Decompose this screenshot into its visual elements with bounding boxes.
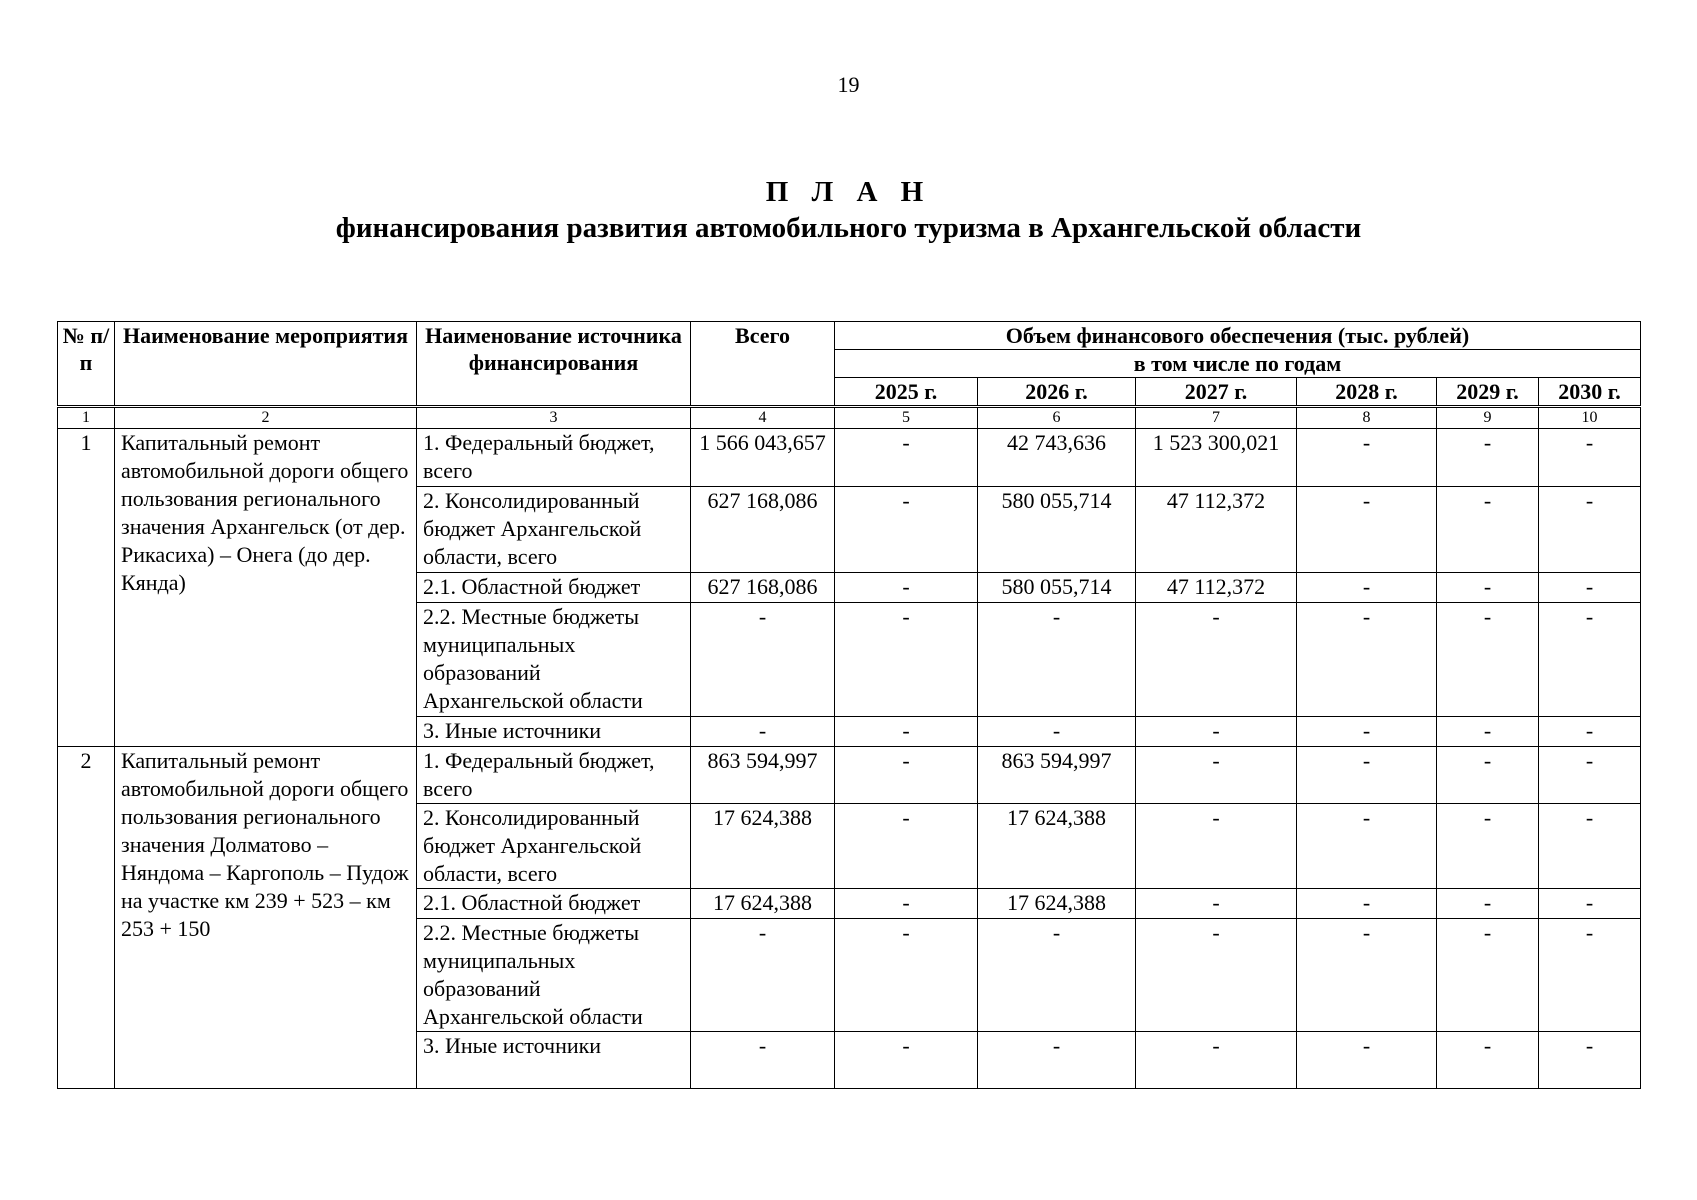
value-year: - [978, 717, 1136, 747]
value-year: - [1136, 889, 1297, 919]
value-total: 863 594,997 [691, 747, 835, 804]
header-total: Всего [691, 322, 835, 407]
value-year: - [1539, 804, 1641, 889]
value-year: - [1136, 804, 1297, 889]
source-name: 2. Консолидированный бюджет Архангельской области, всего [417, 487, 691, 573]
value-year: 580 055,714 [978, 573, 1136, 603]
value-year: - [1136, 1032, 1297, 1089]
column-number: 3 [417, 407, 691, 429]
column-number: 4 [691, 407, 835, 429]
header-event: Наименование мероприятия [115, 322, 417, 407]
column-numbers-row [58, 407, 1641, 429]
value-year: - [1136, 919, 1297, 1032]
value-year: - [1437, 573, 1539, 603]
value-total: - [691, 919, 835, 1032]
financing-plan-table [57, 321, 1641, 1089]
value-year: - [835, 889, 978, 919]
value-total: 627 168,086 [691, 487, 835, 573]
value-year: - [1539, 919, 1641, 1032]
column-number: 8 [1297, 407, 1437, 429]
table-header [58, 322, 1641, 407]
value-year: - [1297, 1032, 1437, 1089]
column-number: 2 [115, 407, 417, 429]
value-year: 863 594,997 [978, 747, 1136, 804]
value-total: 17 624,388 [691, 804, 835, 889]
table-body [58, 407, 1641, 1089]
value-year: - [1539, 487, 1641, 573]
value-year: 17 624,388 [978, 889, 1136, 919]
value-year: 42 743,636 [978, 429, 1136, 487]
column-number: 1 [58, 407, 115, 429]
header-volume: Объем финансового обеспечения (тыс. рублей) [835, 322, 1641, 350]
value-year: - [1297, 747, 1437, 804]
value-year: - [978, 603, 1136, 717]
page-number: 19 [837, 72, 860, 97]
value-year: 580 055,714 [978, 487, 1136, 573]
value-year: - [1297, 717, 1437, 747]
value-year: - [1437, 804, 1539, 889]
event-number: 2 [58, 747, 115, 1089]
document-title [0, 174, 1697, 246]
event-name: Капитальный ремонт автомобильной дороги общего пользования регионального значения Долматово – Няндома – Каргополь – Пудож на участке км 239 + 523 – км 253 + 150 [115, 747, 417, 1089]
header-by-years: в том числе по годам [835, 350, 1641, 378]
value-year: - [1297, 487, 1437, 573]
value-year: - [835, 919, 978, 1032]
value-year: - [1437, 919, 1539, 1032]
value-year: - [1297, 919, 1437, 1032]
value-year: - [835, 747, 978, 804]
value-year: - [1539, 573, 1641, 603]
value-year: 17 624,388 [978, 804, 1136, 889]
value-year: - [1136, 747, 1297, 804]
value-year: - [1539, 1032, 1641, 1089]
value-year: - [1437, 429, 1539, 487]
source-name: 2. Консолидированный бюджет Архангельской области, всего [417, 804, 691, 889]
value-year: - [1437, 487, 1539, 573]
title-subtitle: финансирования развития автомобильного туризма в Архангельской области [335, 212, 1362, 244]
value-year: - [1297, 573, 1437, 603]
table-row [58, 747, 1641, 804]
event-number: 1 [58, 429, 115, 747]
value-total: - [691, 1032, 835, 1089]
header-year: 2027 г. [1136, 378, 1297, 407]
source-name: 1. Федеральный бюджет, всего [417, 429, 691, 487]
value-year: - [1437, 717, 1539, 747]
value-year: 47 112,372 [1136, 487, 1297, 573]
column-number: 9 [1437, 407, 1539, 429]
header-source: Наименование источника финансирования [417, 322, 691, 407]
source-name: 2.1. Областной бюджет [417, 889, 691, 919]
value-year: - [835, 804, 978, 889]
value-year: - [1297, 804, 1437, 889]
header-year: 2030 г. [1539, 378, 1641, 407]
value-total: 1 566 043,657 [691, 429, 835, 487]
value-year: - [1136, 603, 1297, 717]
value-year: - [835, 603, 978, 717]
value-year: - [835, 717, 978, 747]
value-year: - [1539, 747, 1641, 804]
value-total: 17 624,388 [691, 889, 835, 919]
value-year: - [978, 919, 1136, 1032]
source-name: 3. Иные источники [417, 717, 691, 747]
source-name: 2.2. Местные бюджеты муниципальных образований Архангельской области [417, 919, 691, 1032]
value-total: 627 168,086 [691, 573, 835, 603]
value-year: - [1437, 1032, 1539, 1089]
value-year: - [1437, 889, 1539, 919]
value-total: - [691, 603, 835, 717]
column-number: 5 [835, 407, 978, 429]
value-year: 47 112,372 [1136, 573, 1297, 603]
header-year: 2026 г. [978, 378, 1136, 407]
title-plan: П Л А Н [765, 176, 932, 208]
value-year: - [835, 429, 978, 487]
column-number: 6 [978, 407, 1136, 429]
header-year: 2025 г. [835, 378, 978, 407]
column-number: 7 [1136, 407, 1297, 429]
header-num: № п/п [58, 322, 115, 407]
source-name: 3. Иные источники [417, 1032, 691, 1089]
value-year: - [1136, 717, 1297, 747]
value-year: - [1297, 889, 1437, 919]
source-name: 2.1. Областной бюджет [417, 573, 691, 603]
value-year: - [1539, 889, 1641, 919]
value-year: - [835, 1032, 978, 1089]
value-total: - [691, 717, 835, 747]
value-year: - [835, 487, 978, 573]
event-name: Капитальный ремонт автомобильной дороги общего пользования регионального значения Архангельск (от дер. Рикасиха) – Онега (до дер. Кянда) [115, 429, 417, 747]
source-name: 2.2. Местные бюджеты муниципальных образований Архангельской области [417, 603, 691, 717]
value-year: - [1437, 747, 1539, 804]
value-year: - [1297, 429, 1437, 487]
column-number: 10 [1539, 407, 1641, 429]
value-year: - [978, 1032, 1136, 1089]
value-year: - [1539, 717, 1641, 747]
value-year: - [1539, 603, 1641, 717]
value-year: - [835, 573, 978, 603]
header-year: 2029 г. [1437, 378, 1539, 407]
value-year: - [1297, 603, 1437, 717]
table-row [58, 429, 1641, 487]
value-year: 1 523 300,021 [1136, 429, 1297, 487]
source-name: 1. Федеральный бюджет, всего [417, 747, 691, 804]
value-year: - [1437, 603, 1539, 717]
header-year: 2028 г. [1297, 378, 1437, 407]
value-year: - [1539, 429, 1641, 487]
